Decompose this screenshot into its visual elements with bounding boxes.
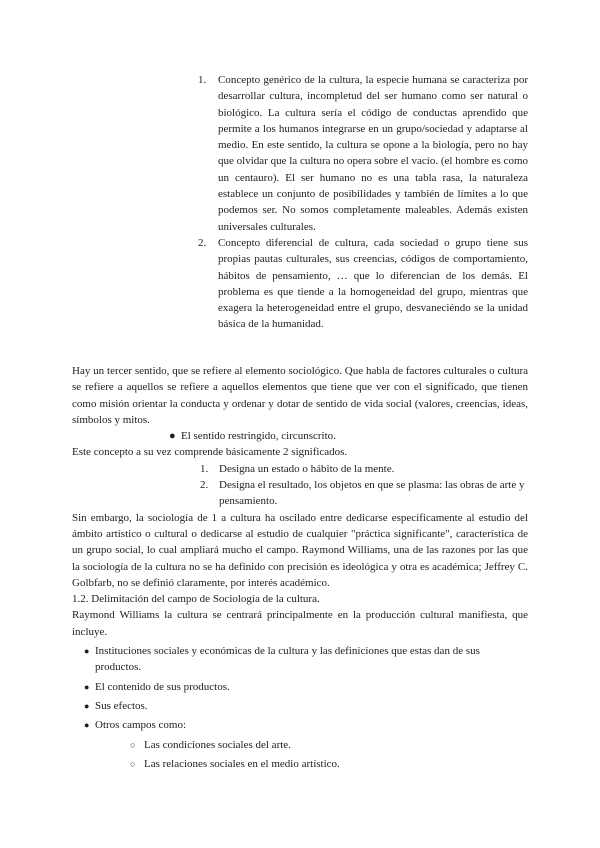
paragraph-third-sense: Hay un tercer sentido, que se refiere al elemento sociológico. Que habla de factores culturales o cultura se refiere a aquellos se refiere a aquellos elementos que tiene que ver con el significado, que tienen como misión orientar la conducta y ordenar y dotar de sentido de vida social (valores, creencias, ideas, símbolos y mitos. (72, 365, 528, 426)
list-item-text: Designa el resultado, los objetos en que se plasma: las obras de arte y pensamiento. (219, 479, 525, 508)
bullet-text: Otros campos como: (95, 719, 187, 732)
bullet-dot-icon: ● (84, 720, 90, 731)
bullet-text: El contenido de sus productos. (95, 680, 230, 693)
bullet-dot-icon: ● (84, 646, 90, 657)
document-body (72, 363, 528, 772)
list-item (72, 643, 528, 676)
list-item (198, 235, 528, 333)
meaning-item (72, 477, 528, 510)
paragraph-sin-embargo: Sin embargo, la sociología de 1 a cultura ha oscilado entre dedicarse específicamente al estudio del ámbito artístico o cultural o dedicarse al estudio de cualquier "práctica significante", característica de un grupo social, lo cual ampliará mucho el campo. Raymond Williams, una de las razones por las que la sociología de la cultura no se ha definido con precisión es ideológica y otra es académica; Jeffrey C. Golbfarb, no se definió claramente, por interés académico. (72, 511, 528, 589)
bullet-text: Instituciones sociales y económicas de la cultura y las definiciones que estas dan de sus productos. (95, 645, 480, 674)
section-heading: 1.2. Delimitación del campo de Sociología de la cultura. (72, 593, 320, 606)
list-item (72, 737, 528, 753)
list-item-text: Concepto genérico de la cultura, la especie humana se caracteriza por desarrollar cultura, incompletud del ser humano como ser natural o biológico. La cultura sería el código de conductas aprendido que permite a los humanos integrarse en un grupo/sociedad y adaptarse al medio. En este sentido, la cultura se opone a la biología, pero no hay que olvidar que la cultura no opera sobre el vacío. (el hombre es como un centauro). El ser humano no es una tabla rasa, la naturaleza establece un conjunto de posibilidades y también de límites a lo que podemos ser. No somos completamente maleables. Además existen universales culturales. (218, 74, 528, 233)
bullet-circle-icon: ○ (130, 739, 136, 750)
restricted-sense-bullet (72, 428, 528, 444)
list-number: 1. (198, 74, 207, 86)
numbered-concept-list (198, 72, 528, 333)
field-bullet-list (72, 643, 528, 733)
bullet-text: El sentido restringido, circunscrito. (181, 430, 336, 443)
paragraph-williams: Raymond Williams la cultura se centrará principalmente en la producción cultural manifiesta, que incluye. (72, 609, 528, 638)
list-number: 2. (198, 236, 207, 249)
bullet-dot-icon: ● (169, 430, 176, 443)
list-item-text: Designa un estado o hábito de la mente. (219, 462, 395, 475)
list-number: 1. (200, 462, 209, 475)
meaning-item (72, 461, 528, 477)
list-item (72, 756, 528, 772)
list-item (72, 679, 528, 695)
bullet-dot-icon: ● (84, 681, 90, 692)
paragraph-concept: Este concepto a su vez comprende básicamente 2 significados. (72, 446, 348, 459)
list-item (72, 717, 528, 733)
bullet-text: Las condiciones sociales del arte. (144, 738, 291, 751)
list-item (72, 698, 528, 714)
bullet-text: Las relaciones sociales en el medio artístico. (144, 757, 340, 770)
sub-bullet-list (72, 737, 528, 773)
bullet-text: Sus efectos. (95, 699, 148, 712)
bullet-circle-icon: ○ (130, 758, 136, 769)
list-number: 2. (200, 479, 209, 492)
bullet-dot-icon: ● (84, 700, 90, 711)
list-item-text: Concepto diferencial de cultura, cada sociedad o grupo tiene sus propias pautas culturales, sus creencias, códigos de comportamiento, hábitos de pensamiento, … que lo diferencian de los demás. El problema es que tiende a la homogeneidad del grupo, mientras que exagera la heterogeneidad entre el grupo, desvaneciéndo se la unidad básica de la humanidad. (218, 236, 528, 331)
list-item (198, 72, 528, 235)
